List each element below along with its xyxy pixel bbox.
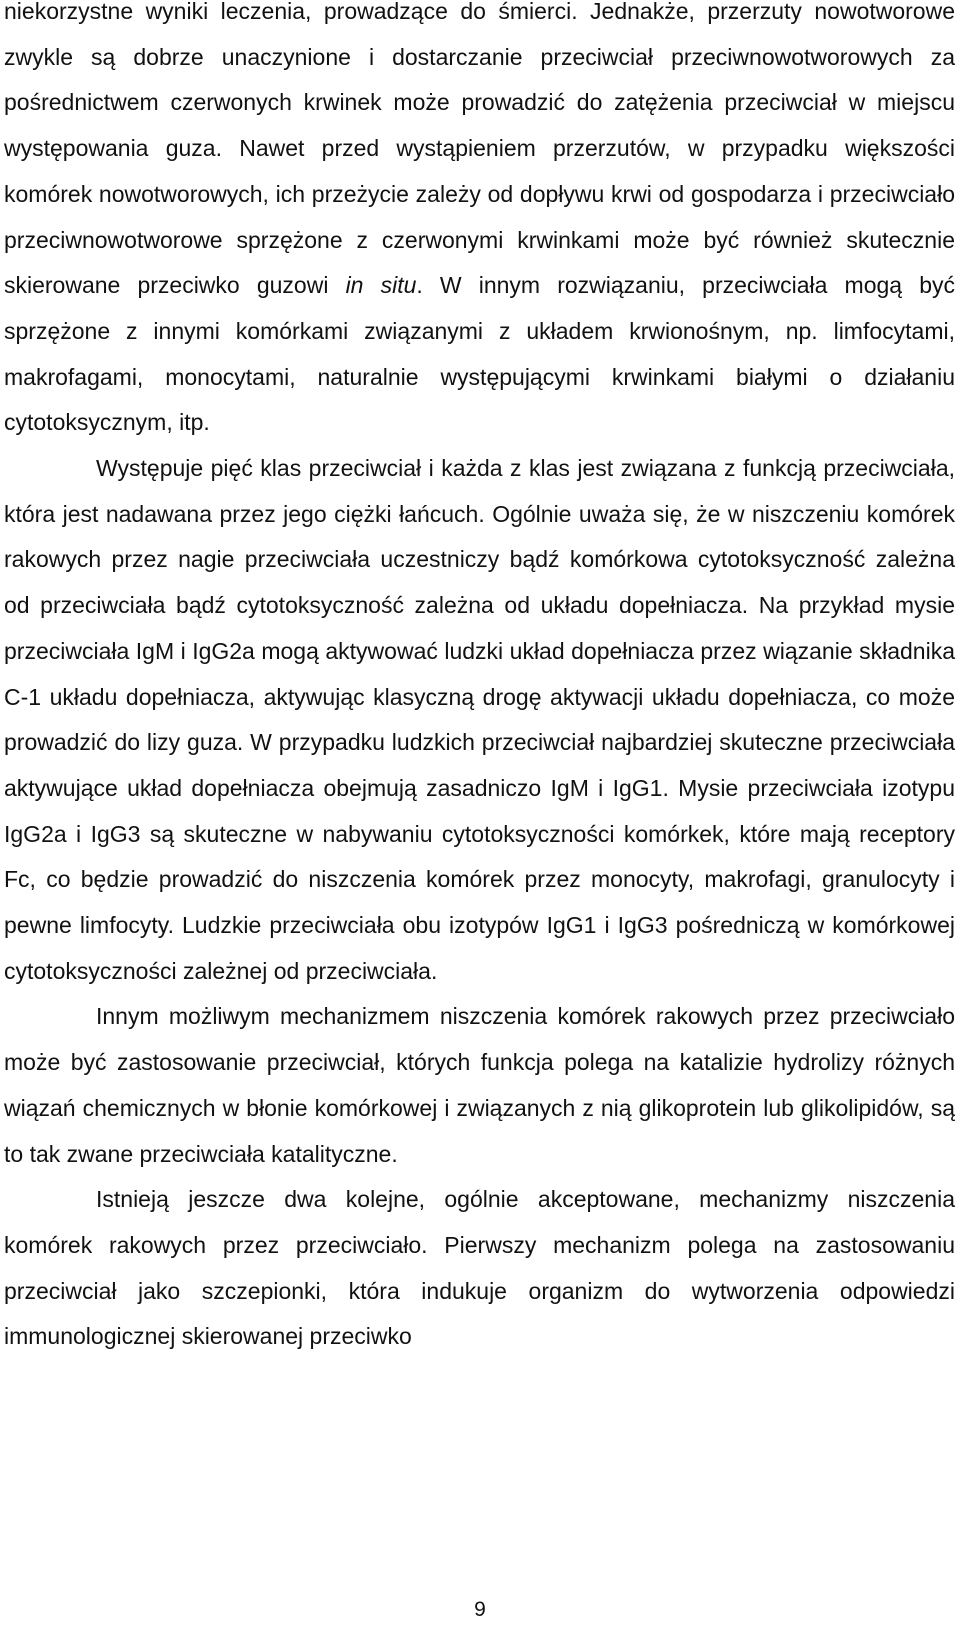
paragraph-4: Istnieją jeszcze dwa kolejne, ogólnie akceptowane, mechanizmy niszczenia komórek rakowych przez przeciwciało. Pierwszy mechanizm polega na zastosowaniu przeciwciał jako szczepionki, która indukuje organizm do wytworzenia odpowiedzi immunologicznej skierowanej przeciwko [4, 1186, 955, 1350]
paragraph-3: Innym możliwym mechanizmem niszczenia komórek rakowych przez przeciwciało może być zastosowanie przeciwciał, których funkcja polega na katalizie hydrolizy różnych wiązań chemicznych w błonie komórkowej i związanych z nią glikoprotein lub glikolipidów, są to tak zwane przeciwciała katalityczne. [4, 1003, 955, 1167]
paragraph-2: Występuje pięć klas przeciwciał i każda z klas jest związana z funkcją przeciwciała, która jest nadawana przez jego ciężki łańcuch. Ogólnie uważa się, że w niszczeniu komórek rakowych przez nagie przeciwciała uczestniczy bądź komórkowa cytotoksyczność zależna od przeciwciała bądź cytotoksyczność zależna od układu dopełniacza. Na przykład mysie przeciwciała IgM i IgG2a mogą aktywować ludzki układ dopełniacza przez wiązanie składnika C-1 układu dopełniacza, aktywując klasyczną drogę aktywacji układu dopełniacza, co może prowadzić do lizy guza. W przypadku ludzkich przeciwciał najbardziej skuteczne przeciwciała aktywujące układ dopełniacza obejmują zasadniczo IgM i IgG1. Mysie przeciwciała izotypu IgG2a i IgG3 są skuteczne w nabywaniu cytotoksyczności komórkek, które mają receptory Fc, co będzie prowadzić do niszczenia komórek przez monocyty, makrofagi, granulocyty i pewne limfocyty. Ludzkie przeciwciała obu izotypów IgG1 i IgG3 pośredniczą w komórkowej cytotoksyczności zależnej od przeciwciała. [4, 455, 955, 984]
document-body [4, 0, 955, 1360]
paragraph-1 [4, 0, 955, 446]
paragraph-1-text-b: . W innym rozwiązaniu, przeciwciała mogą być sprzężone z innymi komórkami związanymi z układem krwionośnym, np. limfocytami, makrofagami, monocytami, naturalnie występującymi krwinkami białymi o działaniu cytotoksycznym, itp. [4, 272, 956, 436]
paragraph-1-text-a: niekorzystne wyniki leczenia, prowadzące do śmierci. Jednakże, przerzuty nowotworowe zwykle są dobrze unaczynione i dostarczanie przeciwciał przeciwnowotworowych za pośrednictwem czerwonych krwinek może prowadzić do zatężenia przeciwciał w miejscu występowania guza. Nawet przed wystąpieniem przerzutów, w przypadku większości komórek nowotworowych, ich przeżycie zależy od dopływu krwi od gospodarza i przeciwciało przeciwnowotworowe sprzężone z czerwonymi krwinkami może być również skutecznie skierowane przeciwko guzowi [4, 0, 955, 299]
page-number: 9 [474, 1598, 486, 1621]
paragraph-1-italic-term: in situ [345, 272, 417, 299]
